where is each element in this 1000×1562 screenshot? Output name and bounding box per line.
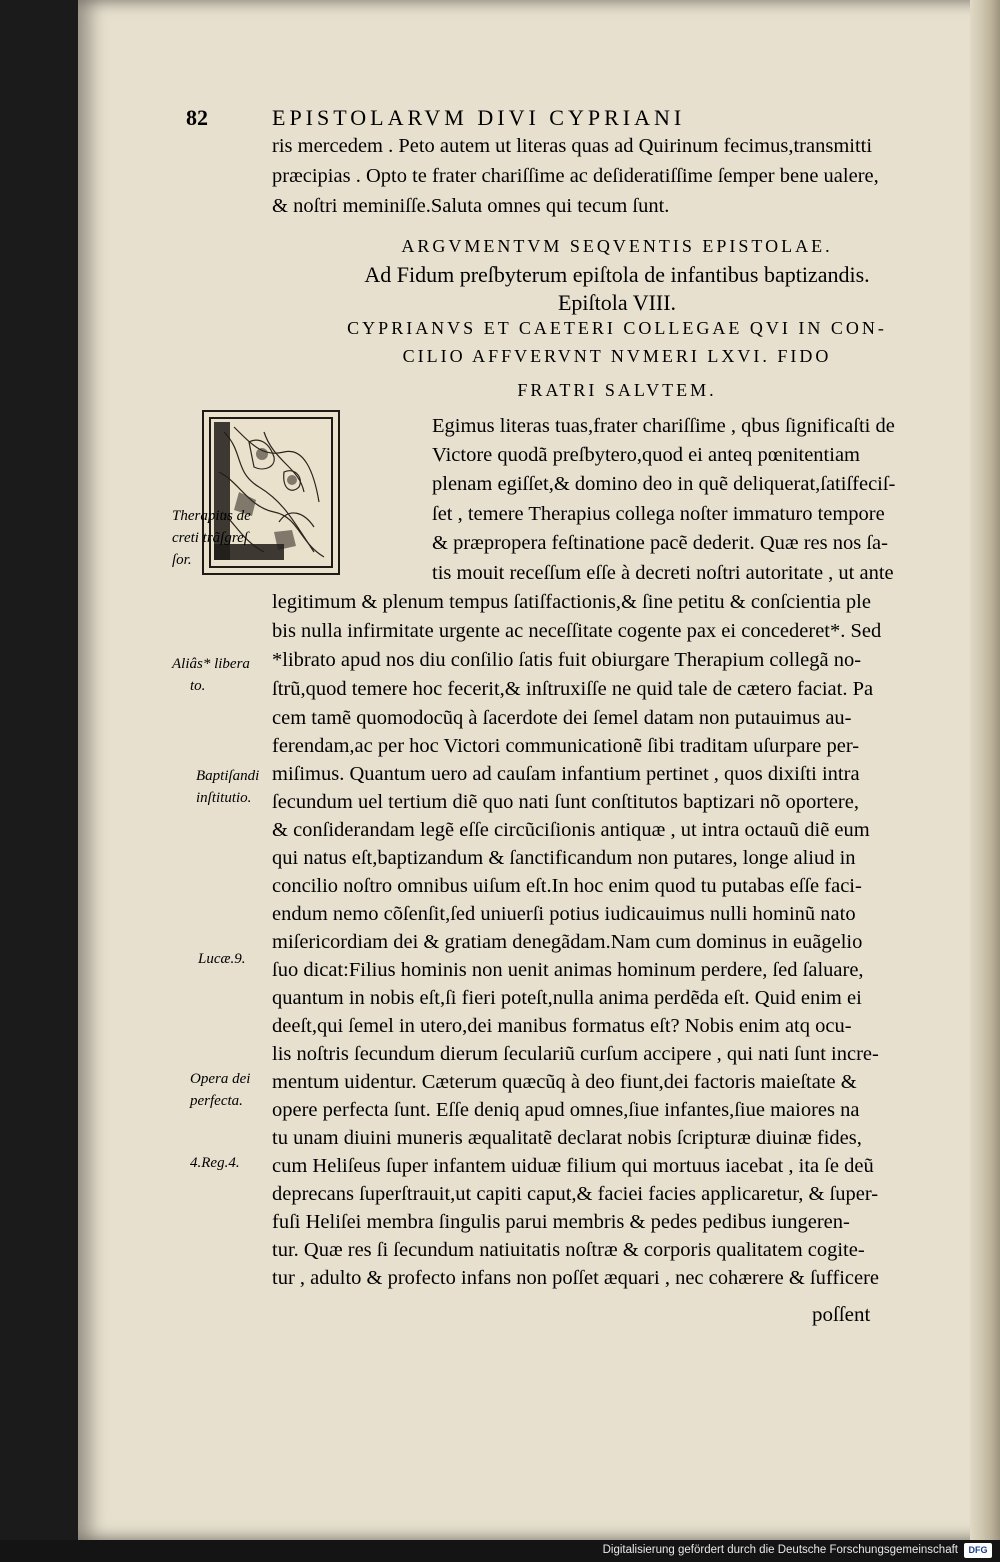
text-line: ſuo dicat:Filius hominis non uenit animas hominum perdere, ſed ſaluare, bbox=[272, 959, 864, 981]
running-head bbox=[186, 105, 886, 135]
text-line: bis nulla infirmitate urgente ac neceſſitate cogente pax ei concederet*. Sed bbox=[272, 620, 882, 642]
epistola-number: Epiſtola VIII. bbox=[557, 290, 677, 315]
salutation-line: CILIO AFFVERVNT NVMERI LXVI. FIDO bbox=[402, 346, 832, 366]
text-line: fuſi Heliſei membra ſingulis parui membris & pedes pedibus iungeren- bbox=[272, 1211, 850, 1233]
text-line: ſtrũ,quod temere hoc fecerit,& inſtruxiſſe ne quid tale de cætero faciat. Pa bbox=[272, 678, 874, 700]
text-line: tur , adulto & profecto infans non poſſet æquari , nec cohærere & ſufficere bbox=[272, 1267, 880, 1289]
text-line: lis noſtris ſecundum dierum ſeculariũ curſum accipere , qui nati ſunt incre- bbox=[272, 1043, 879, 1065]
text-line: ris mercedem . Peto autem ut literas quas ad Quirinum fecimus,transmitti bbox=[272, 135, 873, 157]
text-line: deeſt,qui ſemel in utero,dei manibus formatus eſt? Nobis enim atq ocu- bbox=[272, 1015, 852, 1037]
text-line: ferendam,ac per hoc Victori communicationẽ ſibi traditam uſurpare per- bbox=[272, 735, 860, 757]
catchword: poſſent bbox=[812, 1302, 871, 1326]
marginal-note-lucae: Lucæ.9. bbox=[198, 951, 246, 967]
text-line: Egimus literas tuas,frater chariſſime , qbus ſignificaſti de bbox=[432, 415, 895, 437]
text-line: miſericordiam dei & gratiam denegãdam.Nam cum dominus in euãgelio bbox=[272, 931, 863, 953]
text-line: concilio noſtro omnibus uiſum eſt.In hoc enim quod tu putabas eſſe faci- bbox=[272, 875, 862, 897]
dfg-logo bbox=[964, 1543, 992, 1558]
marginal-note-reg: 4.Reg.4. bbox=[190, 1155, 240, 1171]
text-line: præcipias . Opto te frater chariſſime ac deſideratiſſime ſemper bene ualere, bbox=[272, 165, 879, 187]
text-line: deprecans ſuperſtrauit,ut capiti caput,& faciei facies applicaretur, & ſuper- bbox=[272, 1183, 879, 1205]
text-line: & conſiderandam legẽ eſſe circũciſionis antiquæ , ut intra octauũ diẽ eum bbox=[272, 819, 870, 841]
argument-subheading: Ad Fidum preſbyterum epiſtola de infantibus baptizandis. bbox=[364, 262, 870, 287]
running-title: EPISTOLARVM DIVI CYPRIANI bbox=[272, 105, 686, 130]
argument-heading: ARGVMENTVM SEQVENTIS EPISTOLAE. bbox=[401, 236, 833, 256]
text-line: & præpropera feſtinatione pacẽ dederit. Quæ res nos ſa- bbox=[432, 532, 888, 554]
text-line: legitimum & plenum tempus ſatiſfactionis,& ſine petitu & conſcientia ple bbox=[272, 591, 871, 613]
text-line: quantum in nobis eſt,ſi fieri poteſt,nulla anima perdẽda eſt. Quid enim ei bbox=[272, 987, 862, 1009]
marginal-note-opera: Opera dei perfecta. bbox=[190, 1071, 251, 1109]
text-line: Victore quodã preſbytero,quod ei anteq pœnitentiam bbox=[432, 444, 860, 466]
text-line: miſimus. Quantum uero ad cauſam infantium pertinet , quos dixiſti intra bbox=[272, 763, 860, 785]
text-line: *librato apud nos diu conſilio ſatis fuit obiurgare Therapium collegã no- bbox=[272, 649, 862, 671]
text-line: opere perfecta ſunt. Eſſe deniq apud omnes,ſiue infantes,ſiue maiores na bbox=[272, 1099, 860, 1121]
salutation-line: CYPRIANVS ET CAETERI COLLEGAE QVI IN CON- bbox=[347, 318, 887, 338]
marginal-note-therapius: Therapius de creti trãſgreſ ſor. bbox=[172, 508, 251, 568]
text-line: cem tamẽ quomodocũq à ſacerdote dei ſemel datam non putauimus au- bbox=[272, 707, 852, 729]
text-line: & noſtri meminiſſe.Saluta omnes qui tecum ſunt. bbox=[272, 195, 670, 217]
text-line: cum Heliſeus ſuper infantem uiduæ filium qui mortuus iacebat , ita ſe deũ bbox=[272, 1155, 874, 1177]
text-line: tur. Quæ res ſi ſecundum natiuitatis noſtræ & corporis qualitatem cogite- bbox=[272, 1239, 865, 1261]
marginal-note-baptisandi: Baptiſandi inſtitutio. bbox=[196, 768, 260, 806]
text-line: ſet , temere Therapius collega noſter immaturo tempore bbox=[432, 503, 885, 525]
text-line: endum nemo cõſenſit,ſed uniuerſi potius iudicauimus nulli hominũ nato bbox=[272, 903, 856, 925]
marginal-note-alias: Aliâs* libera to. bbox=[172, 656, 250, 694]
folio-number: 82 bbox=[186, 105, 208, 130]
salutation-line: FRATRI SALVTEM. bbox=[517, 380, 717, 400]
text-line: qui natus eſt,baptizandum & ſanctificandum non putares, longe aliud in bbox=[272, 847, 856, 869]
text-line: ſecundum uel tertium diẽ quo nati ſunt conſtitutos baptizari nõ oportere, bbox=[272, 791, 859, 813]
text-line: plenam egiſſet,& domino deo in quẽ deliquerat,ſatiſfeciſ- bbox=[432, 473, 896, 495]
digitization-credit: Digitalisierung gefördert durch die Deutsche Forschungsgemeinschaft bbox=[602, 1544, 958, 1556]
text-line: tu unam diuini muneris æqualitatẽ declarat nobis ſcripturæ diuinæ fides, bbox=[272, 1127, 862, 1149]
text-line: mentum uidentur. Cæterum quæcũq à deo fiunt,dei factoris maieſtate & bbox=[272, 1071, 857, 1093]
text-line: tis mouit receſſum eſſe à decreti noſtri autoritate , ut ante bbox=[432, 562, 894, 584]
dfg-logo-text: DFG bbox=[968, 1545, 988, 1555]
scan-background-left bbox=[0, 0, 78, 1540]
page-fore-edge bbox=[970, 0, 1000, 1540]
